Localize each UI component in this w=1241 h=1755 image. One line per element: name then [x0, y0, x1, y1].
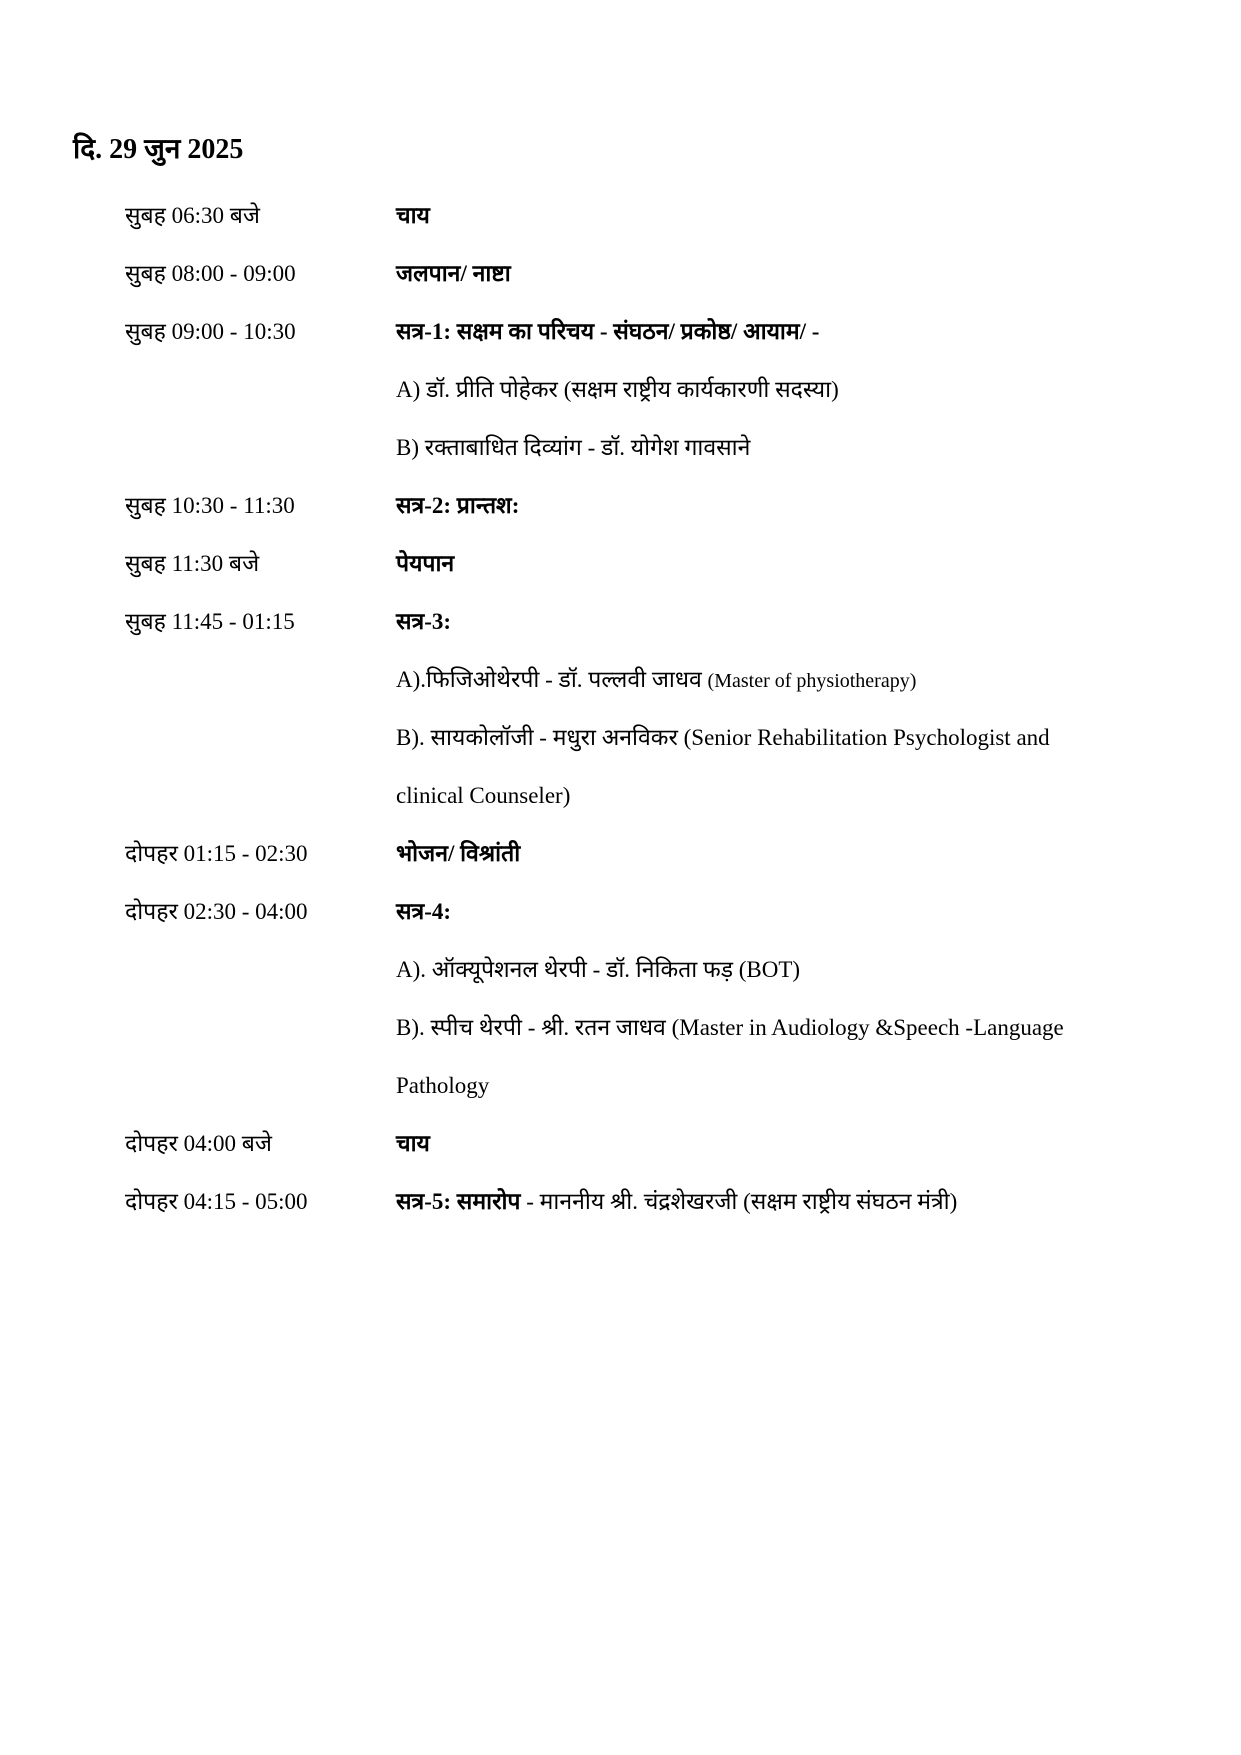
activity — [396, 312, 819, 352]
schedule-row — [0, 478, 1241, 536]
time-slot: सुबह 06:30 बजे — [125, 203, 260, 228]
activity-detail: B). स्पीच थेरपी - श्री. रतन जाधव (Master in Audiology &Speech -Language — [396, 1015, 1064, 1040]
schedule-row — [0, 652, 1241, 710]
activity-qualification: (Master of physiotherapy) — [707, 670, 917, 692]
time-slot: सुबह 11:30 बजे — [125, 551, 260, 576]
activity-detail: B) रक्ताबाधित दिव्यांग - डॉ. योगेश गावसाने — [396, 435, 751, 460]
activity-detail: Pathology — [396, 1073, 490, 1098]
activity — [396, 486, 519, 526]
time-slot: दोपहर 02:30 - 04:00 — [125, 899, 308, 924]
schedule-row — [0, 710, 1241, 768]
schedule-row — [0, 1058, 1241, 1116]
activity-detail: A).फिजिओथेरपी - डॉ. पल्लवी जाधव — [396, 667, 708, 692]
date-heading: दि. 29 जुन 2025 — [73, 134, 244, 165]
schedule-row — [0, 826, 1241, 884]
activity-title: सत्र-5: समारोप — [396, 1189, 521, 1214]
activity-title: सत्र-1: सक्षम का परिचय - संघठन/ प्रकोष्ठ/ आयाम/ - — [396, 319, 820, 344]
schedule-row — [0, 536, 1241, 594]
time-slot: दोपहर 04:15 - 05:00 — [125, 1189, 308, 1214]
activity — [396, 660, 916, 701]
activity — [396, 1124, 430, 1164]
schedule-row — [0, 942, 1241, 1000]
time-slot: सुबह 10:30 - 11:30 — [125, 493, 295, 518]
activity-title: चाय — [396, 203, 430, 228]
activity-detail: A) डॉ. प्रीति पोहेकर (सक्षम राष्ट्रीय कार्यकारणी सदस्या) — [396, 377, 839, 402]
activity — [396, 602, 451, 642]
schedule-row — [0, 420, 1241, 478]
schedule-row — [0, 1116, 1241, 1174]
activity-detail: A). ऑक्यूपेशनल थेरपी - डॉ. निकिता फड़ (BOT) — [396, 957, 801, 982]
activity-detail: clinical Counseler) — [396, 783, 571, 808]
activity-title: चाय — [396, 1131, 430, 1156]
activity — [396, 254, 511, 294]
activity-title: सत्र-4: — [396, 899, 452, 924]
schedule-list — [0, 188, 1241, 1232]
activity — [396, 950, 800, 990]
activity-title: जलपान/ नाष्टा — [396, 261, 511, 286]
schedule-row — [0, 246, 1241, 304]
schedule-row — [0, 304, 1241, 362]
activity-detail: - माननीय श्री. चंद्रशेखरजी (सक्षम राष्ट्रीय संघठन मंत्री) — [520, 1189, 958, 1214]
activity-title: सत्र-2: प्रान्तश: — [396, 493, 520, 518]
schedule-row — [0, 362, 1241, 420]
activity — [396, 1066, 489, 1106]
activity-title: पेयपान — [396, 551, 455, 576]
activity — [396, 370, 839, 410]
activity — [396, 718, 1050, 758]
schedule-row — [0, 1174, 1241, 1232]
activity-title: भोजन/ विश्रांती — [396, 841, 521, 866]
activity-title: सत्र-3: — [396, 609, 452, 634]
time-slot: दोपहर 01:15 - 02:30 — [125, 841, 308, 866]
activity — [396, 544, 454, 584]
activity — [396, 776, 570, 816]
time-slot: दोपहर 04:00 बजे — [125, 1131, 272, 1156]
time-slot: सुबह 08:00 - 09:00 — [125, 261, 296, 286]
activity — [396, 1008, 1064, 1048]
activity — [396, 834, 520, 874]
activity — [396, 428, 750, 468]
time-slot: सुबह 11:45 - 01:15 — [125, 609, 295, 634]
schedule-row — [0, 1000, 1241, 1058]
activity — [396, 196, 430, 236]
activity — [396, 1182, 957, 1222]
activity — [396, 892, 451, 932]
time-slot: सुबह 09:00 - 10:30 — [125, 319, 296, 344]
activity-detail: B). सायकोलॉजी - मधुरा अनविकर (Senior Rehabilitation Psychologist and — [396, 725, 1050, 750]
schedule-row — [0, 188, 1241, 246]
schedule-row — [0, 594, 1241, 652]
schedule-row — [0, 768, 1241, 826]
schedule-row — [0, 884, 1241, 942]
